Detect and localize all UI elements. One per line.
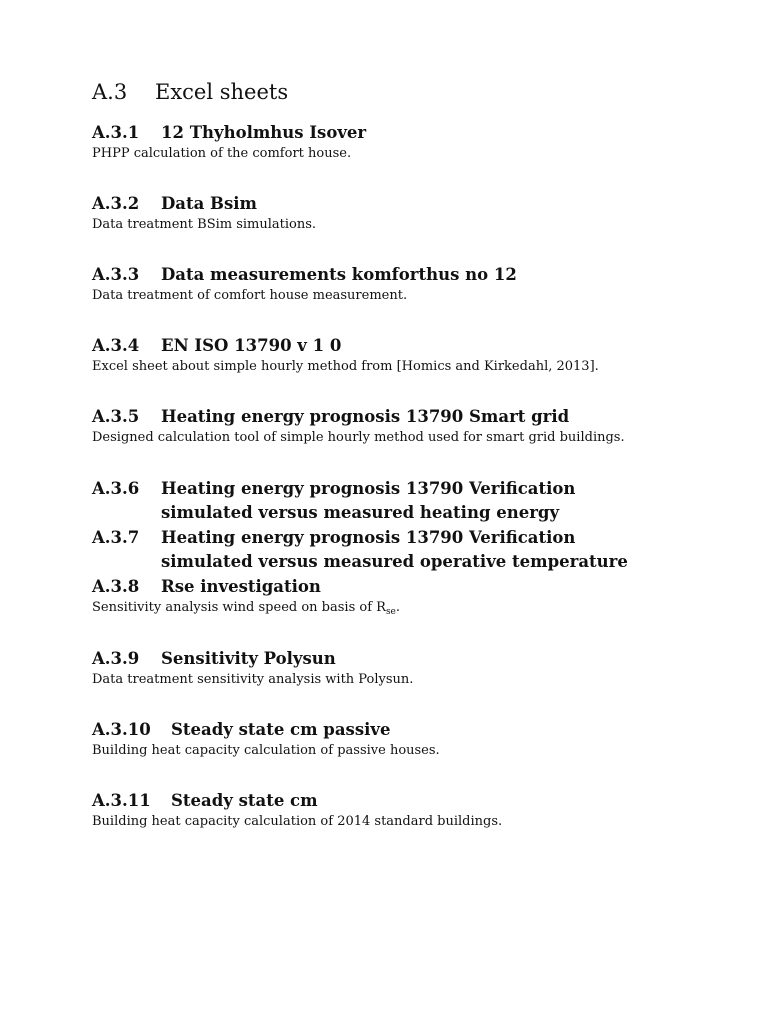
subsection-number: A.3.10 [92,720,151,739]
subsection-description: Data treatment of comfort house measurement. [92,288,408,303]
subsection-title: Heating energy prognosis 13790 Smart grid [161,407,570,426]
subsection-a-3-9 [92,647,692,689]
subsection-description: Building heat capacity calculation of 2014 standard buildings. [92,814,503,829]
subsection-title-line-1: Heating energy prognosis 13790 Verification [161,528,576,547]
subsection-number: A.3.5 [92,407,140,426]
subsection-description: Data treatment BSim simulations. [92,217,317,232]
subsection-heading [92,789,692,813]
subsection-a-3-10 [92,718,692,760]
subsection-number: A.3.1 [92,123,140,142]
subsection-heading [92,575,692,599]
subsection-title: Rse investigation [161,577,321,596]
subsection-description: Excel sheet about simple hourly method from [Homics and Kirkedahl, 2013]. [92,359,599,374]
rse-subscript: se [385,607,396,617]
subsection-description [92,599,692,621]
section-heading [92,80,288,104]
subsection-heading [92,526,692,574]
subsection-number: A.3.8 [92,577,140,596]
subsection-a-3-7 [92,526,692,574]
subsection-title: Steady state cm passive [171,720,391,739]
subsection-heading [92,647,692,671]
subsection-a-3-3 [92,263,692,305]
section-number: A.3 [92,80,128,104]
subsection-number: A.3.9 [92,649,140,668]
section-title: Excel sheets [155,80,289,104]
subsection-title [161,477,631,525]
subsection-title [161,526,631,574]
subsection-number: A.3.2 [92,194,140,213]
subsection-a-3-1 [92,121,692,163]
subsection-heading [92,334,692,358]
subsection-number: A.3.4 [92,336,140,355]
description-period: . [395,600,401,615]
subsection-title-line-1: Heating energy prognosis 13790 Verification [161,479,576,498]
subsection-heading [92,718,692,742]
subsection-a-3-11 [92,789,692,831]
subsection-description: Designed calculation tool of simple hourly method used for smart grid buildings. [92,430,625,445]
subsection-number: A.3.7 [92,528,140,547]
subsection-title: Data measurements komforthus no 12 [161,265,517,284]
subsection-description: Building heat capacity calculation of passive houses. [92,743,440,758]
subsection-number: A.3.11 [92,791,151,810]
subsection-description: Data treatment sensitivity analysis with Polysun. [92,672,414,687]
subsection-heading [92,121,692,145]
subsection-title: Data Bsim [161,194,258,213]
subsection-a-3-5 [92,405,692,447]
subsection-title: EN ISO 13790 v 1 0 [161,336,342,355]
subsection-a-3-8 [92,575,692,621]
description-text: Sensitivity analysis wind speed on basis of R [92,600,386,615]
subsection-heading [92,477,692,525]
subsection-title-line-2: simulated versus measured operative temperature [161,552,628,571]
subsection-title: Steady state cm [171,791,318,810]
subsection-a-3-2 [92,192,692,234]
subsection-heading [92,192,692,216]
subsection-title-line-2: simulated versus measured heating energy [161,503,560,522]
subsection-a-3-4 [92,334,692,376]
subsection-a-3-6 [92,477,692,525]
subsection-description: PHPP calculation of the comfort house. [92,146,352,161]
subsection-number: A.3.6 [92,479,140,498]
subsection-number: A.3.3 [92,265,140,284]
subsection-title: 12 Thyholmhus Isover [161,123,367,142]
subsection-heading [92,263,692,287]
subsection-title: Sensitivity Polysun [161,649,336,668]
subsection-heading [92,405,692,429]
